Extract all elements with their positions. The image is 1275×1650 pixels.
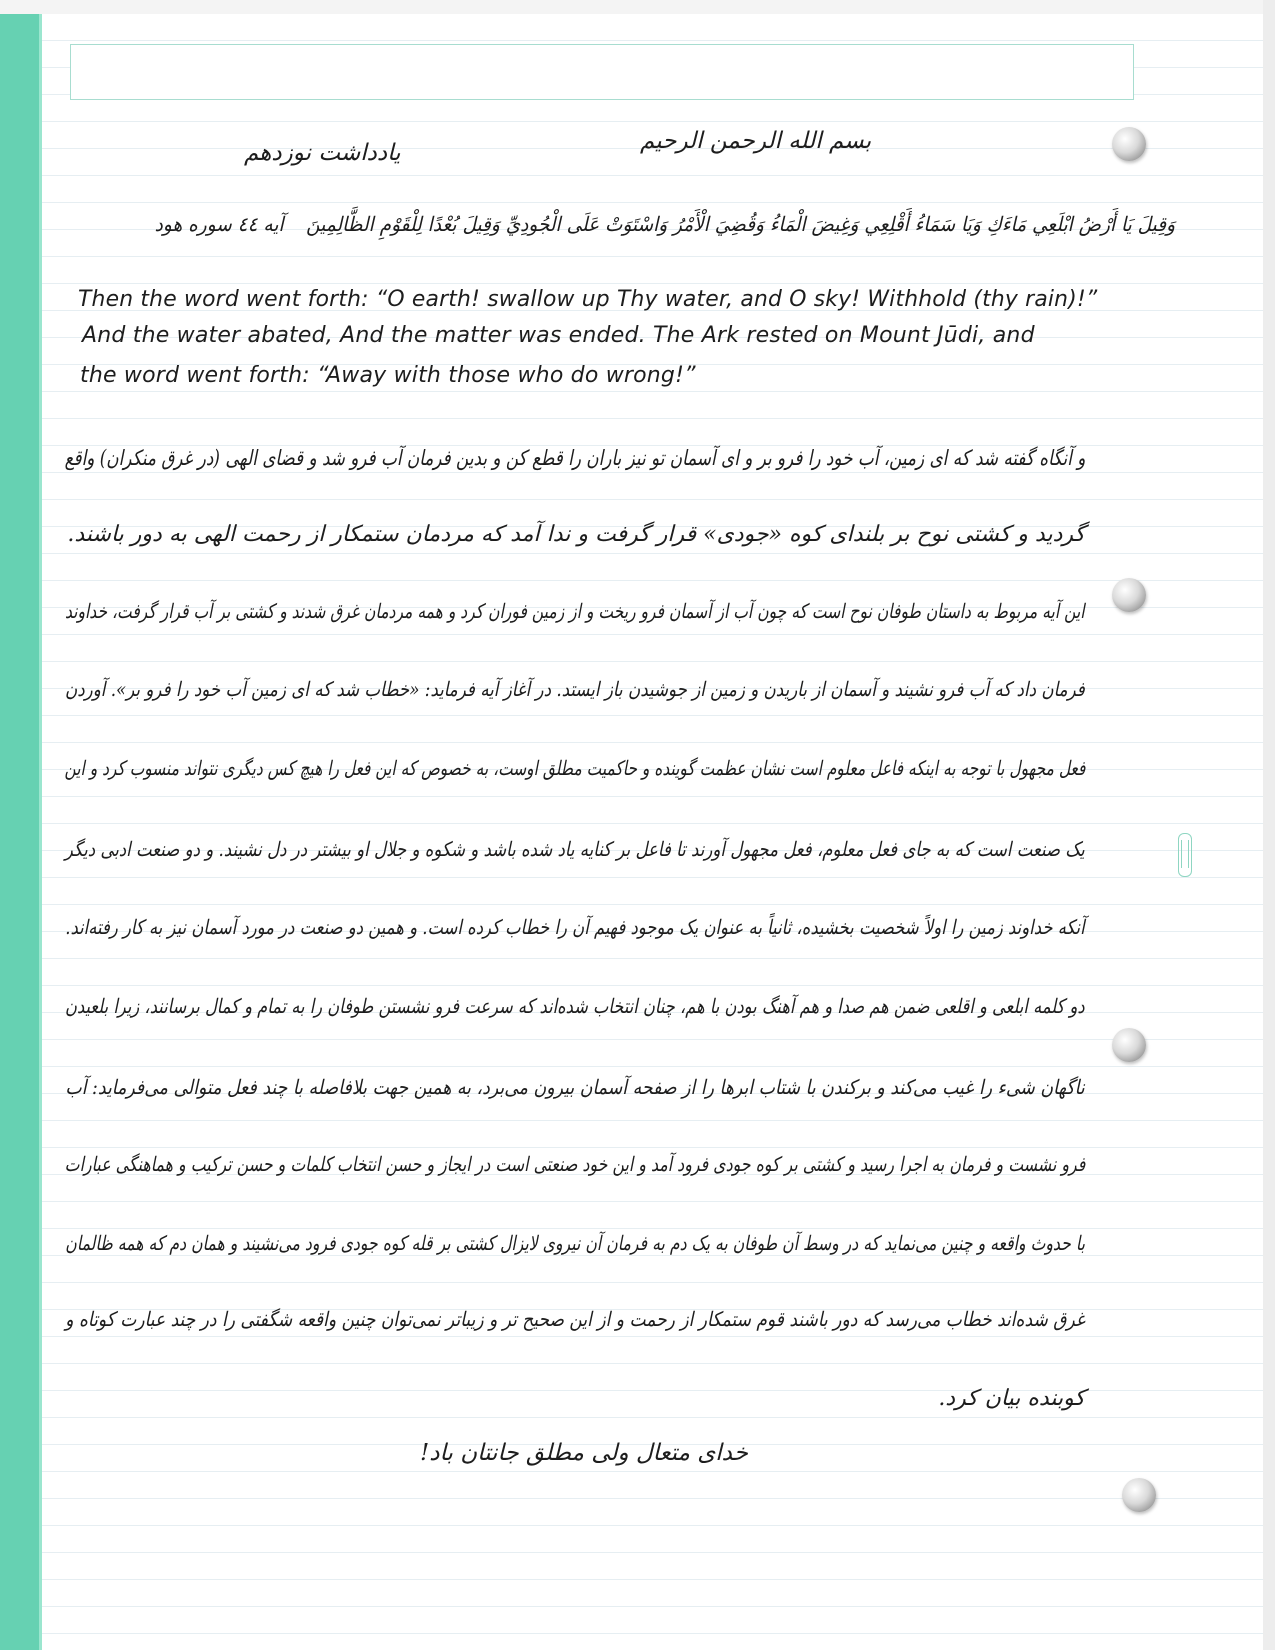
commentary-line: این آیه مربوط به داستان طوفان نوح است که چون آب از آسمان فرو ریخت و از زمین فوران کرد و همه مردمان غرق شدند و کشتی بر آب قرار گرفت، خداوند [65, 599, 1085, 623]
bismillah-heading: بسم الله الرحمن الرحیم [640, 128, 872, 154]
commentary-line: ناگهان شیء را غیب می‌کند و برکندن با شتاب ابرها را از صفحه آسمان بیرون می‌برد، به همین جهت بلافاصله با چند فعل متوالی می‌فرماید: آب [65, 1075, 1085, 1099]
commentary-line: یک صنعت است که به جای فعل معلوم، فعل مجهول آورند تا فاعل بر کنایه یاد شده باشد و شکوه و جلال او بیشتر در دل نشیند. و دو صنعت ادبی دیگر [65, 837, 1085, 861]
scan-edge-right [1263, 0, 1275, 1650]
verse-reference: آیه ٤٤ سوره هود [154, 212, 284, 236]
verse-line [154, 212, 1176, 236]
binder-hole-icon [1112, 578, 1146, 612]
commentary-line: با حدوث واقعه و چنین می‌نماید که در وسط آن طوفان به یک دم به فرمان آن نیروی لایزال کشتی بر قله کوه جودی فرود می‌نشیند و همان دم که همه ظالمان [65, 1231, 1085, 1255]
commentary-line: فرمان داد که آب فرو نشیند و آسمان از باریدن و زمین از جوشیدن باز ایستد. در آغاز آیه فرماید: «خطاب شد که ای زمین آب خود را فرو بر». آوردن [65, 677, 1085, 701]
binder-hole-icon [1122, 1478, 1156, 1512]
notebook-margin-strip [0, 14, 42, 1650]
persian-translation-line: و آنگاه گفته شد که ای زمین، آب خود را فرو بر و ای آسمان تو نیز باران را قطع کن و بدین فرمان آب فرو شد و قضای الهی (در غرق منکران) واقع [64, 446, 1085, 470]
binder-hole-icon [1112, 1028, 1146, 1062]
closing-blessing: خدای متعال ولی مطلق جانتان باد! [420, 1440, 748, 1466]
header-box [70, 44, 1134, 100]
scan-edge-top [0, 0, 1275, 14]
commentary-line: آنکه خداوند زمین را اولاً شخصیت بخشیده، ثانیاً به عنوان یک موجود فهیم آن را خطاب کرده است. و همین دو صنعت در مورد آسمان نیز به کار رفته‌اند. [65, 915, 1085, 939]
commentary-line: فعل مجهول با توجه به اینکه فاعل معلوم است نشان عظمت گوینده و حاکمیت مطلق اوست، به خصوص که این فعل را هیچ کس دیگری نتواند منسوب کرد و این [64, 756, 1085, 780]
binder-hole-icon [1112, 127, 1146, 161]
commentary-line: دو کلمه ابلعی و اقلعی ضمن هم صدا و هم آهنگ بودن با هم، چنان انتخاب شده‌اند که سرعت فرو نشستن طوفان را به تمام و کمال برسانند، زیرا بلعیدن [65, 994, 1085, 1018]
english-line: Then the word went forth: “O earth! swallow up Thy water, and O sky! Withhold (thy rain)!” [78, 287, 1098, 312]
persian-translation-line: گردید و کشتی نوح بر بلندای کوه «جودی» قرار گرفت و ندا آمد که مردمان ستمکار از رحمت الهی به دور باشند. [67, 522, 1085, 547]
margin-doodle-icon [1178, 833, 1192, 877]
commentary-line: غرق شده‌اند خطاب می‌رسد که دور باشند قوم ستمکار از رحمت و از این صحیح تر و زیباتر نمی‌توان چنین واقعه شگفتی را در چند عبارت کوتاه و [65, 1307, 1085, 1331]
note-label: یادداشت نوزدهم [244, 140, 401, 166]
commentary-line: فرو نشست و فرمان به اجرا رسید و کشتی بر کوه جودی فرود آمد و این خود صنعتی است در ایجاز و حسن انتخاب کلمات و حسن ترکیب و هماهنگی عبارات [64, 1152, 1085, 1176]
commentary-line: کوبنده بیان کرد. [938, 1386, 1085, 1411]
verse-arabic: وَقِيلَ يَا أَرْضُ ابْلَعِي مَاءَكِ وَيَا سَمَاءُ أَقْلِعِي وَغِيضَ الْمَاءُ وَقُضِيَ الْأَمْرُ وَاسْتَوَتْ عَلَى الْجُودِيِّ وَقِيلَ بُعْدًا لِلْقَوْمِ الظَّالِمِينَ [306, 212, 1175, 236]
english-line: the word went forth: “Away with those who do wrong!” [80, 363, 696, 388]
english-line: And the water abated, And the matter was ended. The Ark rested on Mount Jūdi, and [82, 323, 1035, 348]
